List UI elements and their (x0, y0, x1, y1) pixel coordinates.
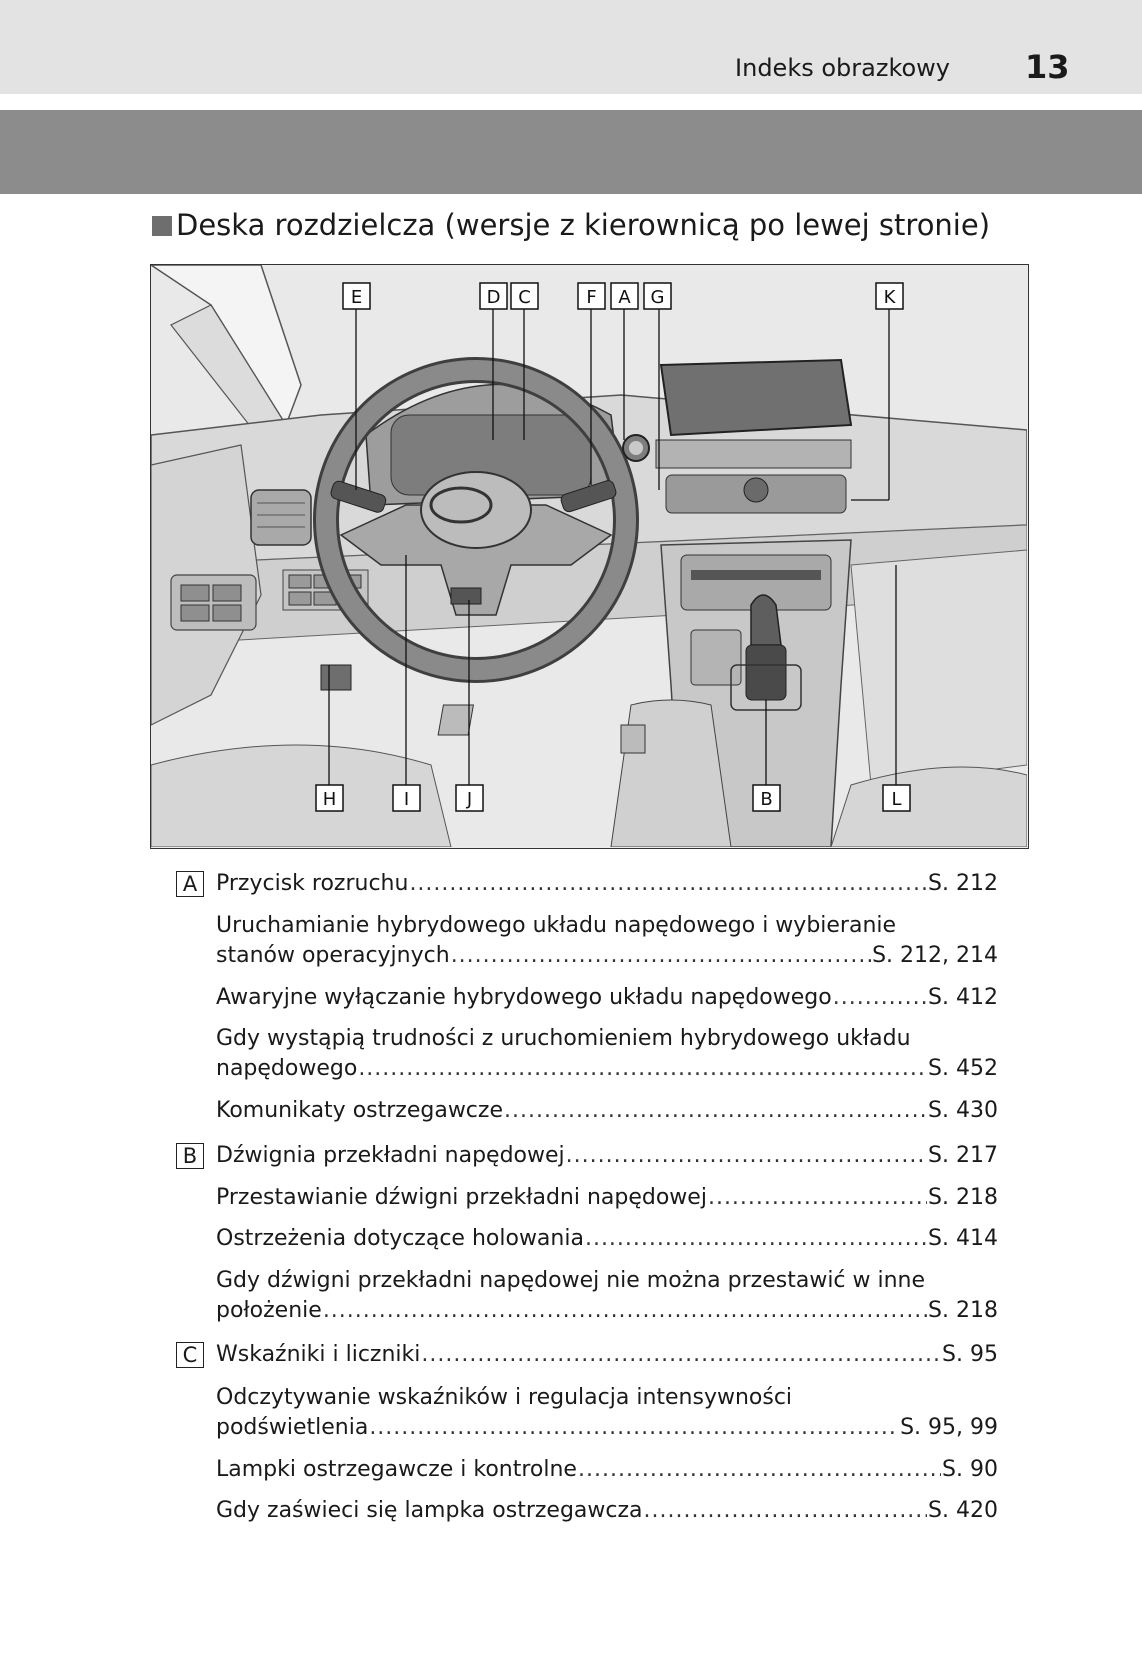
item-letter-box-C: C (176, 1342, 204, 1368)
page-ref: S. 218 (928, 1185, 998, 1210)
svg-text:E: E (350, 287, 363, 308)
svg-text:A: A (618, 287, 631, 308)
page-ref: S. 218 (928, 1298, 998, 1323)
sub-entry: Awaryjne wyłączanie hybrydowego układu napędowego ..... S. 412 (216, 983, 998, 1013)
page-ref: S. 420 (928, 1498, 998, 1523)
square-bullet-icon (152, 216, 172, 236)
item-letter-box-B: B (176, 1143, 204, 1169)
entry-title: Przycisk rozruchu (216, 871, 409, 896)
callout-A (611, 283, 638, 309)
callout-C (511, 283, 538, 309)
page-ref: S. 95 (942, 1342, 998, 1367)
page-ref: S. 212, 214 (872, 943, 998, 968)
sub-entry: Lampki ostrzegawcze i kontrolne ..... S. 90 (216, 1455, 998, 1485)
page-ref: S. 90 (942, 1457, 998, 1482)
svg-text:F: F (586, 287, 597, 308)
sub-entry: Przestawianie dźwigni przekładni napędowej ..... S. 218 (216, 1183, 998, 1213)
sub-entry: Gdy wystąpią trudności z uruchomieniem hybrydowego układu napędowego ..... S. 452 (216, 1024, 998, 1084)
running-header: Indeks obrazkowy (735, 54, 950, 82)
sub-entry: Uruchamianie hybrydowego układu napędowego i wybieranie stanów operacyjnych ..... S. 212, 214 (216, 911, 998, 971)
page-ref: S. 414 (928, 1226, 998, 1251)
callout-G (644, 283, 671, 309)
page-ref: S. 412 (928, 985, 998, 1010)
sub-entry: Komunikaty ostrzegawcze ..... S. 430 (216, 1096, 998, 1126)
callout-K (876, 283, 903, 309)
sub-entry: Ostrzeżenia dotyczące holowania ..... S. 414 (216, 1224, 998, 1254)
index-entry-A (216, 869, 998, 899)
page-ref: S. 452 (928, 1056, 998, 1081)
svg-text:L: L (891, 789, 902, 810)
sub-entry: Gdy dźwigni przekładni napędowej nie można przestawić w inne położenie ..... S. 218 (216, 1266, 998, 1326)
callout-J (456, 785, 483, 811)
callout-F (578, 283, 605, 309)
item-letter-box-A: A (176, 871, 204, 897)
page-number: 13 (1025, 48, 1070, 86)
svg-text:C: C (518, 287, 531, 308)
callout-D (480, 283, 507, 309)
callout-L (883, 785, 910, 811)
section-title: Deska rozdzielcza (wersje z kierownicą po lewej stronie) (152, 208, 990, 242)
dashboard-illustration (150, 264, 1029, 849)
header-dark-band (0, 110, 1142, 194)
header-band (0, 0, 1142, 94)
callout-B (753, 785, 780, 811)
svg-text:I: I (403, 789, 410, 810)
sub-entry: Odczytywanie wskaźników i regulacja intensywności podświetlenia ..... S. 95, 99 (216, 1383, 998, 1443)
index-entry-B (216, 1141, 998, 1171)
index-entry-C (216, 1340, 998, 1370)
svg-text:D: D (486, 287, 501, 308)
page-ref: S. 430 (928, 1098, 998, 1123)
svg-text:G: G (650, 287, 665, 308)
entry-title: Dźwignia przekładni napędowej (216, 1143, 565, 1168)
callout-E (343, 283, 370, 309)
sub-entry: Gdy zaświeci się lampka ostrzegawcza ..... S. 420 (216, 1496, 998, 1526)
page-ref: S. 212 (928, 871, 998, 896)
svg-text:H: H (322, 789, 337, 810)
entry-title: Wskaźniki i liczniki (216, 1342, 421, 1367)
page-ref: S. 95, 99 (900, 1415, 998, 1440)
svg-text:B: B (760, 789, 773, 810)
callout-H (316, 785, 343, 811)
callout-I (393, 785, 420, 811)
svg-text:K: K (883, 287, 896, 308)
page-ref: S. 217 (928, 1143, 998, 1168)
svg-text:J: J (466, 789, 473, 810)
